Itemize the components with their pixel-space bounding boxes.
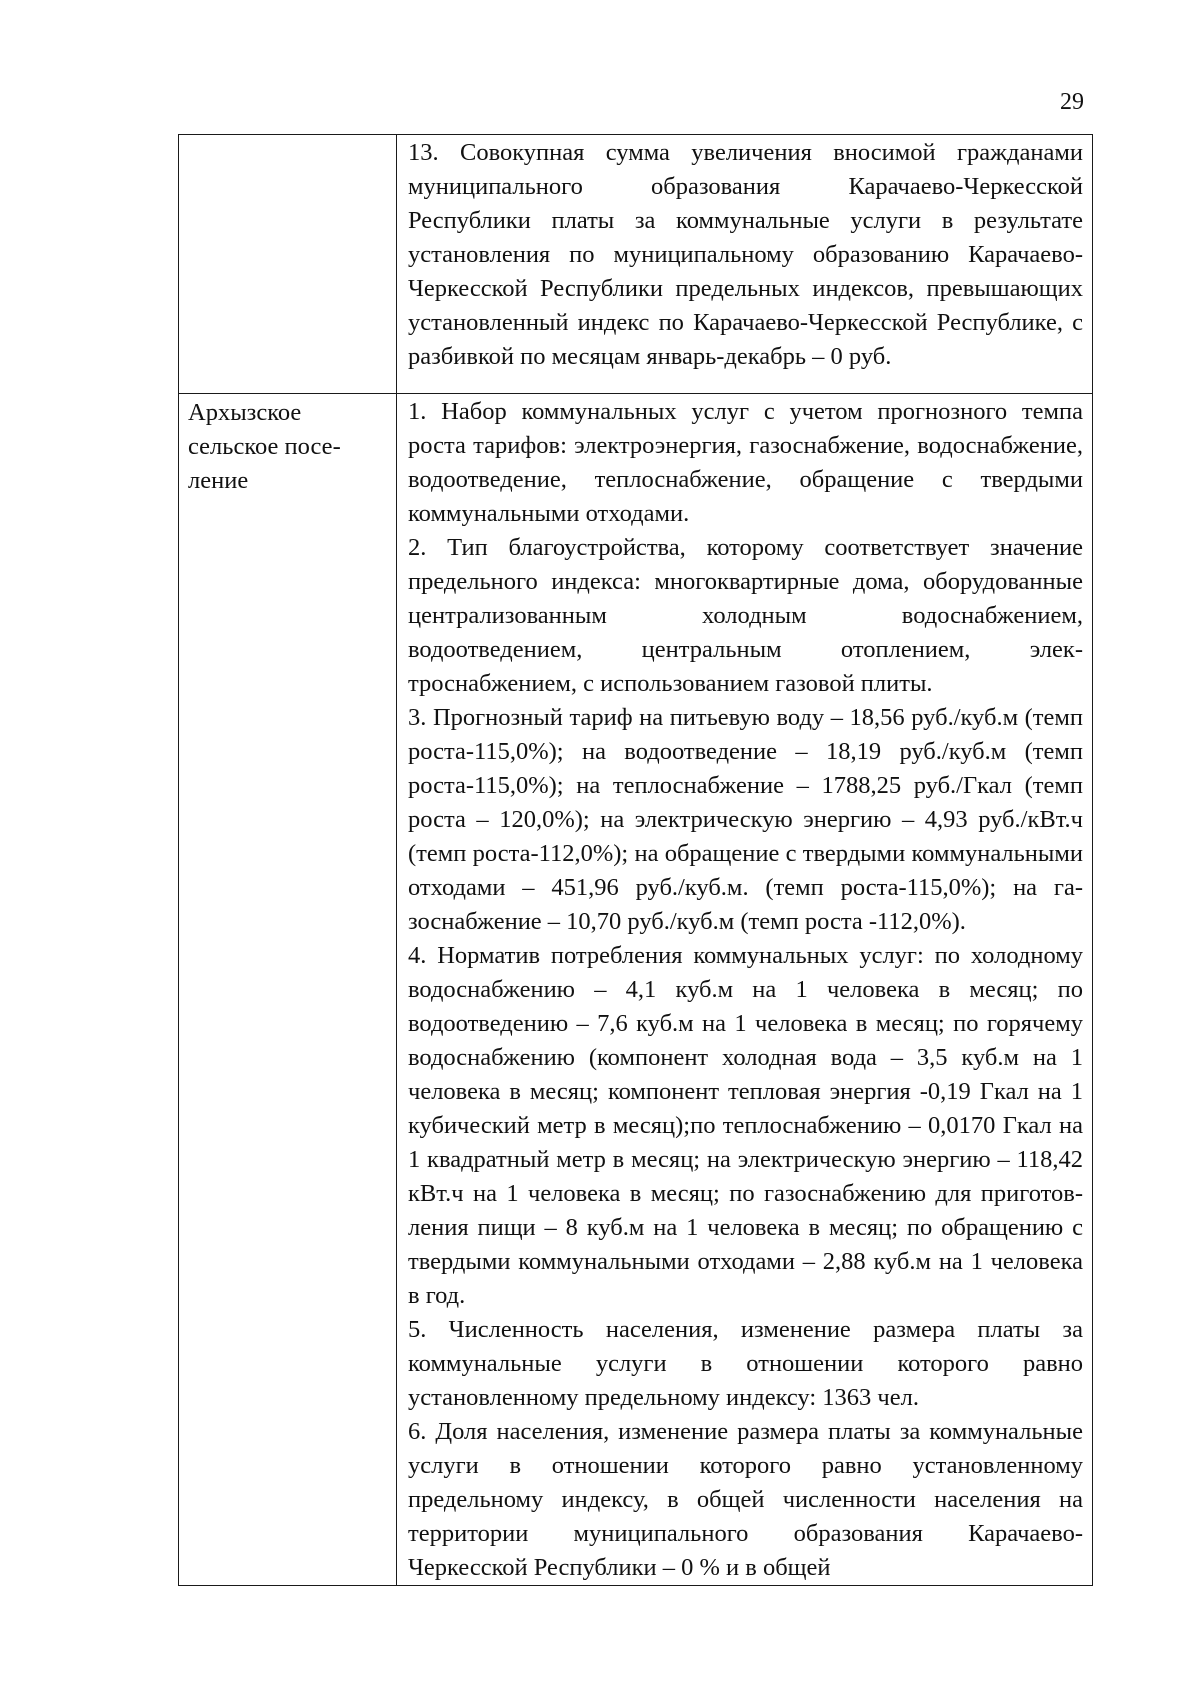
details-cell [397,135,1093,394]
page-number: 29 [1060,89,1084,115]
paragraph-item-6: 6. Доля населения, изменение размера платы за коммунальные услуги в отношении которого равно установленному предельному индексу, в общей численности населения на территории муниципального образования Карачаево-Черкесской Республики – 0 % и в общей [408,1418,1083,1581]
indices-table [178,134,1093,1586]
paragraph-item-4: 4. Норматив потребления коммунальных услуг: по холодному водоснабжению – 4,1 куб.м на 1 человека в месяц; по водоотведению – 7,6 куб.м на 1 человека в месяц; по горячему водоснабжению (компонент холодная вода – 3,5 куб.м на 1 человека в месяц; компонент тепловая энергия -0,19 Гкал на 1 кубический метр в месяц);по теплоснабжению – 0,0170 Гкал на 1 квадратный метр в месяц; на электрическую энергию – 118,42 кВт.ч на 1 человека в месяц; по газоснабжению для приготовления пищи – 8 куб.м на 1 человека в месяц; по обращению с твердыми коммунальными отходами – 2,88 куб.м на 1 человека в год. [408,942,1083,1309]
municipality-cell [179,394,397,1586]
municipality-cell [179,135,397,394]
municipality-name [179,135,396,137]
details-cell [397,394,1093,1586]
paragraph-item-13: 13. Совокупная сумма увеличения вносимой гражданами муниципального образования Карачаево-Черкесской Республики платы за коммунальные услуги в результате установления по муниципальному образованию Карачаево-Черкесской Республики предельных индексов, превышающих установленный индекс по Карачаево-Черкесской Республике, с разбивкой по месяцам январь-декабрь – 0 руб. [408,139,1083,370]
table-row [179,135,1093,394]
paragraph-item-3: 3. Прогнозный тариф на питьевую воду – 18,56 руб./куб.м (темп роста-115,0%); на водоотведение – 18,19 руб./куб.м (темп роста-115,0%); на теплоснабжение – 1788,25 руб./Гкал (темп роста – 120,0%); на электрическую энергию – 4,93 руб./кВт.ч (темп роста-112,0%); на обращение с твердыми коммунальными отходами – 451,96 руб./куб.м. (темп роста-115,0%); на газоснабжение – 10,70 руб./куб.м (темп роста -112,0%). [408,704,1083,935]
municipality-name: Архызское сельское поселение [188,399,341,494]
paragraph-item-5: 5. Численность населения, изменение размера платы за коммунальные услуги в отношении которого равно установленному предельному индексу: 1363 чел. [408,1316,1083,1411]
paragraph-item-2: 2. Тип благоустройства, которому соответствует значение предельного индекса: многоквартирные дома, оборудованные централизованным холодным водоснабжением, водоотведением, центральным отоплением, электроснабжением, с использованием газовой плиты. [408,534,1083,697]
table-row [179,394,1093,1586]
paragraph-item-1: 1. Набор коммунальных услуг с учетом прогнозного темпа роста тарифов: электроэнергия, газоснабжение, водоснабжение, водоотведение, теплоснабжение, обращение с твердыми коммунальными отходами. [408,398,1083,527]
